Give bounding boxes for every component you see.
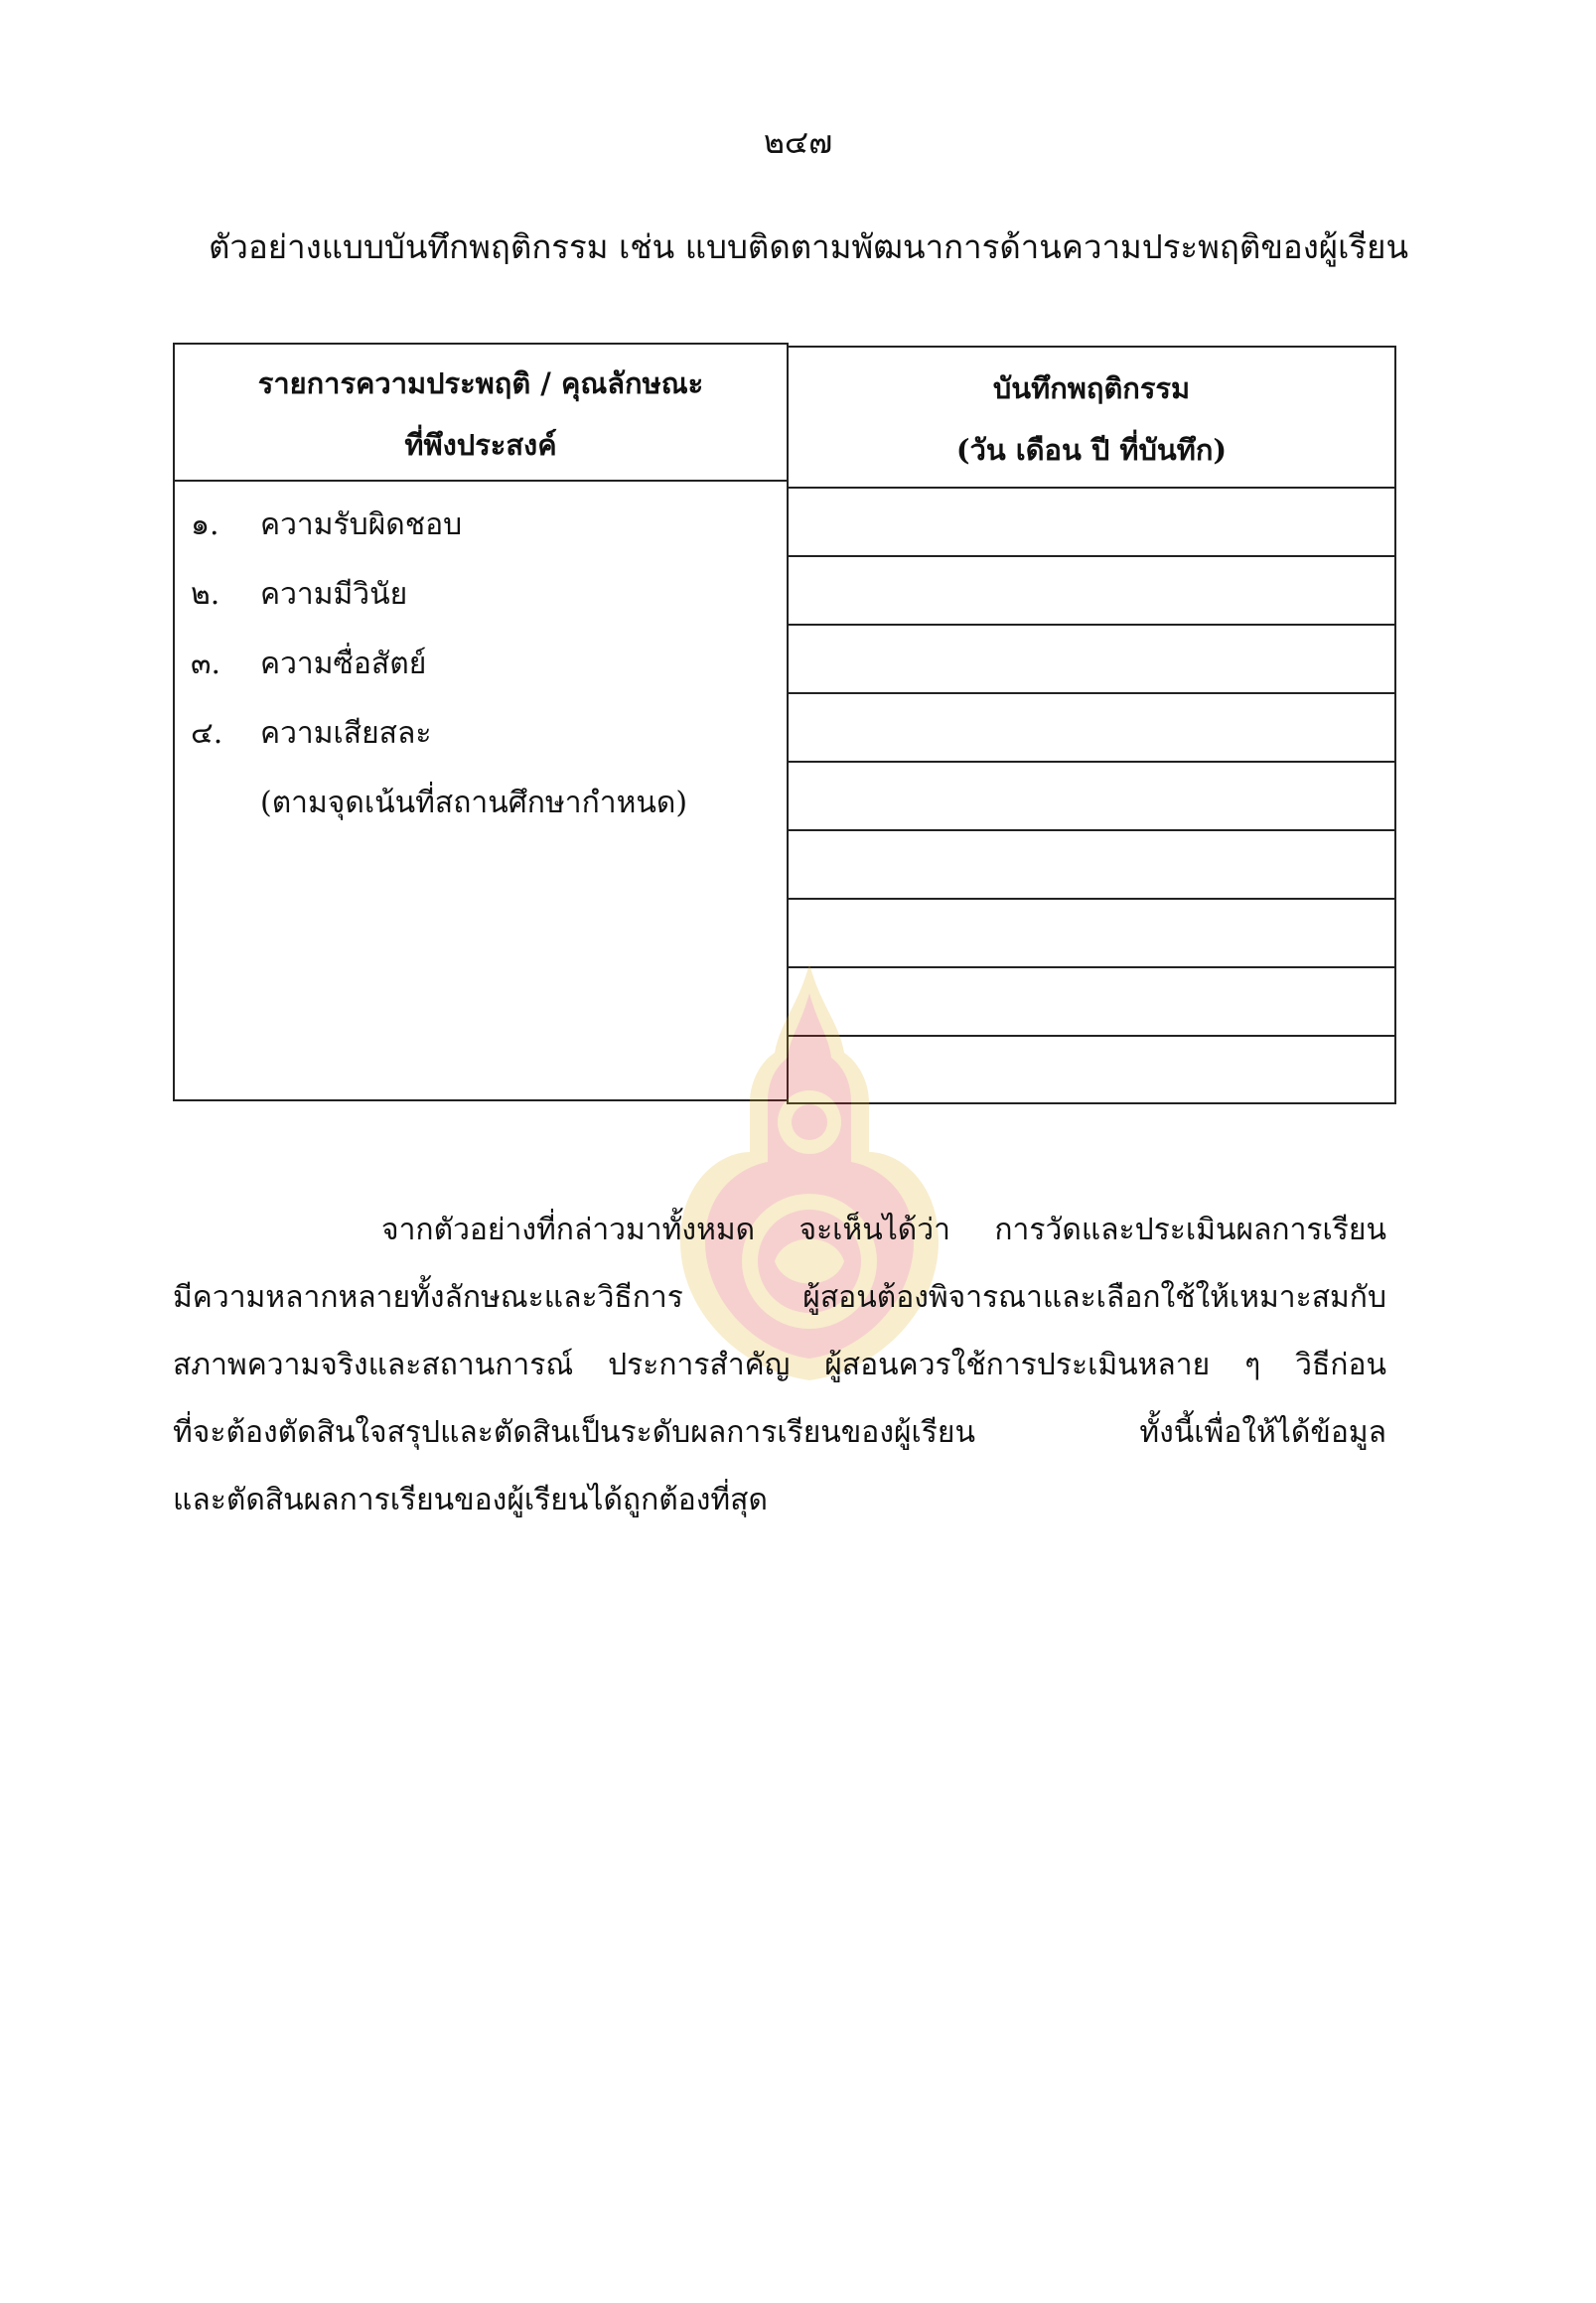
page-number: ๒๔๗ (763, 123, 833, 161)
record-header-line-1: บันทึกพฤติกรรม (992, 371, 1191, 405)
trait-label: ความซื่อสัตย์ (260, 647, 427, 681)
trait-note-row (175, 768, 787, 837)
traits-header-line-1: รายการความประพฤติ / คุณลักษณะ (257, 366, 704, 400)
paragraph-line: จากตัวอย่างที่กล่าวมาทั้งหมด จะเห็นได้ว่า การวัดและประเมินผลการเรียน (381, 1213, 1386, 1247)
trait-number: ๒. (191, 577, 220, 612)
trait-label: ความมีวินัย (260, 577, 408, 612)
trait-list (175, 490, 787, 837)
summary-paragraph (173, 1197, 1386, 1534)
list-item (175, 490, 787, 559)
record-line (789, 489, 1394, 557)
traits-column-header (175, 345, 787, 482)
trait-label: ความรับผิดชอบ (260, 507, 463, 542)
record-line (789, 763, 1394, 831)
paragraph-line: สภาพความจริงและสถานการณ์ ประการสำคัญ ผู้สอนควรใช้การประเมินหลาย ๆ วิธีก่อน (173, 1348, 1386, 1382)
paragraph-line: มีความหลากหลายทั้งลักษณะและวิธีการ ผู้สอนต้องพิจารณาและเลือกใช้ให้เหมาะสมกับ (173, 1280, 1386, 1315)
trait-number: ๑. (191, 507, 219, 542)
record-line (789, 557, 1394, 626)
trait-number: ๔. (191, 716, 223, 751)
list-item (175, 698, 787, 768)
trait-label: ความเสียสละ (260, 716, 432, 751)
trait-number: ๓. (191, 647, 221, 681)
record-line (789, 694, 1394, 763)
trait-note: (ตามจุดเน้นที่สถานศึกษากำหนด) (260, 786, 688, 820)
list-item (175, 629, 787, 698)
paragraph-line: และตัดสินผลการเรียนของผู้เรียนได้ถูกต้องที่สุด (173, 1483, 768, 1517)
record-header-line-2: (วัน เดือน ปี ที่บันทึก) (955, 433, 1228, 467)
paragraph-line: ที่จะต้องตัดสินใจสรุปและตัดสินเป็นระดับผลการเรียนของผู้เรียน ทั้งนี้เพื่อให้ได้ข้อมูล (173, 1415, 1386, 1450)
document-title: ตัวอย่างแบบบันทึกพฤติกรรม เช่น แบบติดตามพัฒนาการด้านความประพฤติของผู้เรียน (209, 227, 1409, 266)
record-line (789, 626, 1394, 694)
traits-header-line-2: ที่พึงประสงค์ (404, 428, 557, 462)
record-column-header (789, 348, 1394, 489)
record-line (789, 831, 1394, 900)
list-item (175, 559, 787, 629)
